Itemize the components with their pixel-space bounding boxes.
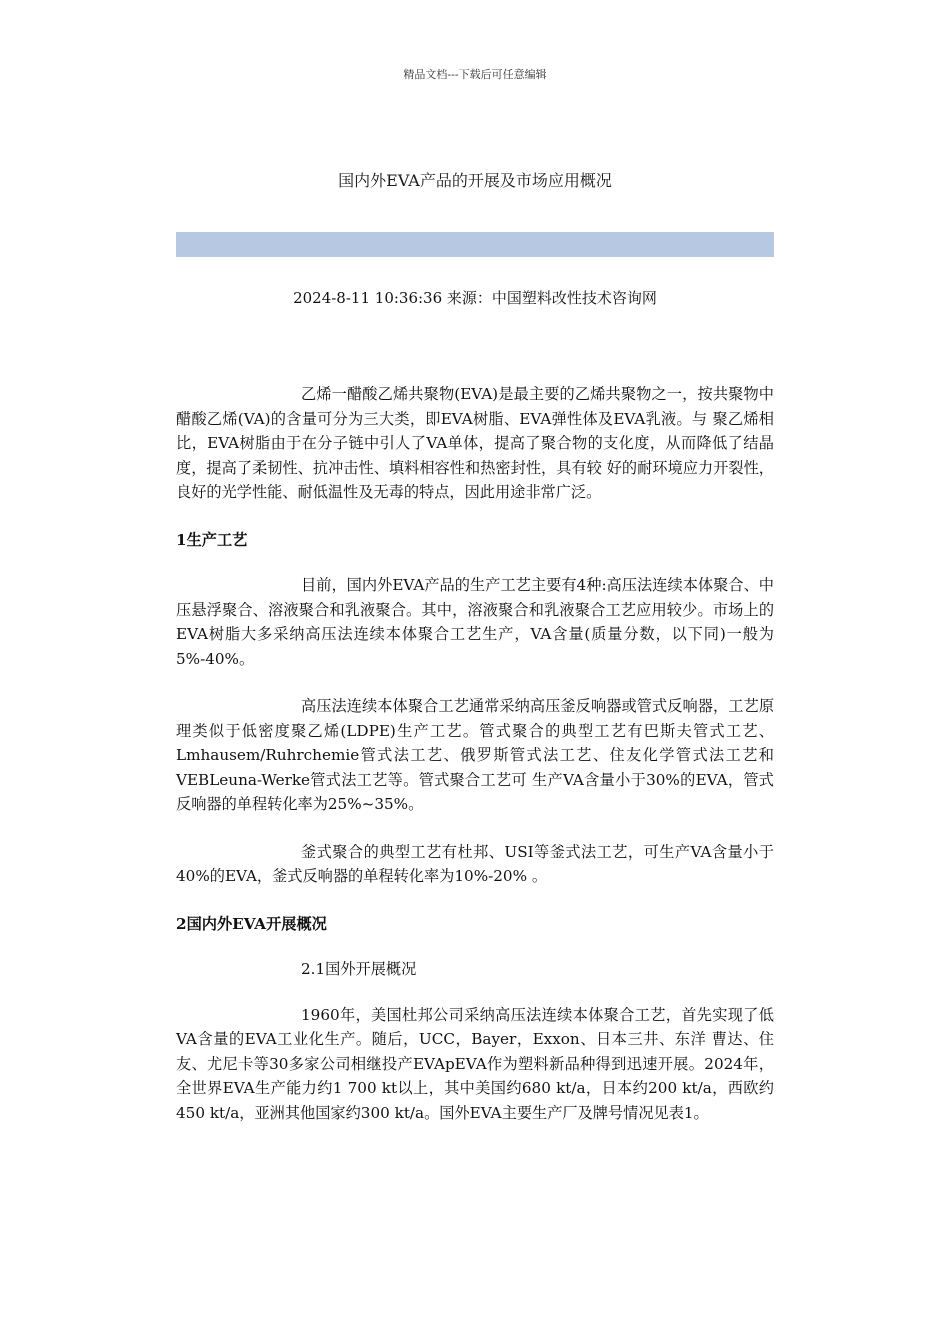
section-2-1-subheading: 2.1国外开展概况	[301, 960, 417, 978]
intro-paragraph: 乙烯一醋酸乙烯共聚物(EVA)是最主要的乙烯共聚物之一，按共聚物中醋酸乙烯(VA)的含量可分为三大类，即EVA树脂、EVA弹性体及EVA乳液。与 聚乙烯相比，EVA树脂由于在分子链中引人了VA单体，提高了聚合物的支化度，从而降低了结晶度，提高了柔韧性、抗冲击性、填料相容性和热密封性，具有较 好的耐环境应力开裂性，良好的光学性能、耐低温性及无毒的特点，因此用途非常广泛。	[176, 385, 774, 501]
header-note: 精品文档---下载后可任意编辑	[403, 68, 547, 81]
section-1-paragraph-1: 目前，国内外EVA产品的生产工艺主要有4种:高压法连续本体聚合、中压悬浮聚合、溶液聚合和乳液聚合。其中，溶液聚合和乳液聚合工艺应用较少。市场上的EVA树脂大多采纳高压法连续本体聚合工艺生产，VA含量(质量分数，以下同)一般为5%-40%。	[176, 576, 774, 668]
publish-meta: 2024-8-11 10:36:36 来源：中国塑料改性技术咨询网	[293, 289, 657, 307]
page-title: 国内外EVA产品的开展及市场应用概况	[338, 171, 612, 190]
article-body	[176, 382, 774, 1148]
title-divider-bar	[176, 232, 774, 257]
section-1-paragraph-3: 釜式聚合的典型工艺有杜邦、USI等釜式法工艺，可生产VA含量小于40%的EVA，釜式反响器的单程转化率为10%-20% 。	[176, 842, 774, 885]
section-1-heading: 1生产工艺	[176, 530, 248, 549]
section-2-heading: 2国内外EVA开展概况	[176, 914, 327, 933]
section-1-paragraph-2: 高压法连续本体聚合工艺通常采纳高压釜反响器或管式反响器，工艺原理类似于低密度聚乙烯(LDPE)生产工艺。管式聚合的典型工艺有巴斯夫管式工艺、 Lmhausem/Ruhrchemie管式法工艺、俄罗斯管式法工艺、住友化学管式法工艺和VEBLeuna-Werke管式法工艺等。管式聚合工艺可 生产VA含量小于30%的EVA，管式反响器的单程转化率为25%~35%。	[176, 697, 774, 813]
section-2-paragraph-1: 1960年，美国杜邦公司采纳高压法连续本体聚合工艺，首先实现了低VA含量的EVA工业化生产。随后，UCC，Bayer，Exxon、日本三井、东洋 曹达、住友、尤尼卡等30多家公司相继投产EVApEVA作为塑料新品种得到迅速开展。2024年，全世界EVA生产能力约1 700 kt以上，其中美国约680 kt/a，日本约200 kt/a，西欧约450 kt/a，亚洲其他国家约300 kt/a。国外EVA主要生产厂及牌号情况见表1。	[176, 1005, 774, 1122]
